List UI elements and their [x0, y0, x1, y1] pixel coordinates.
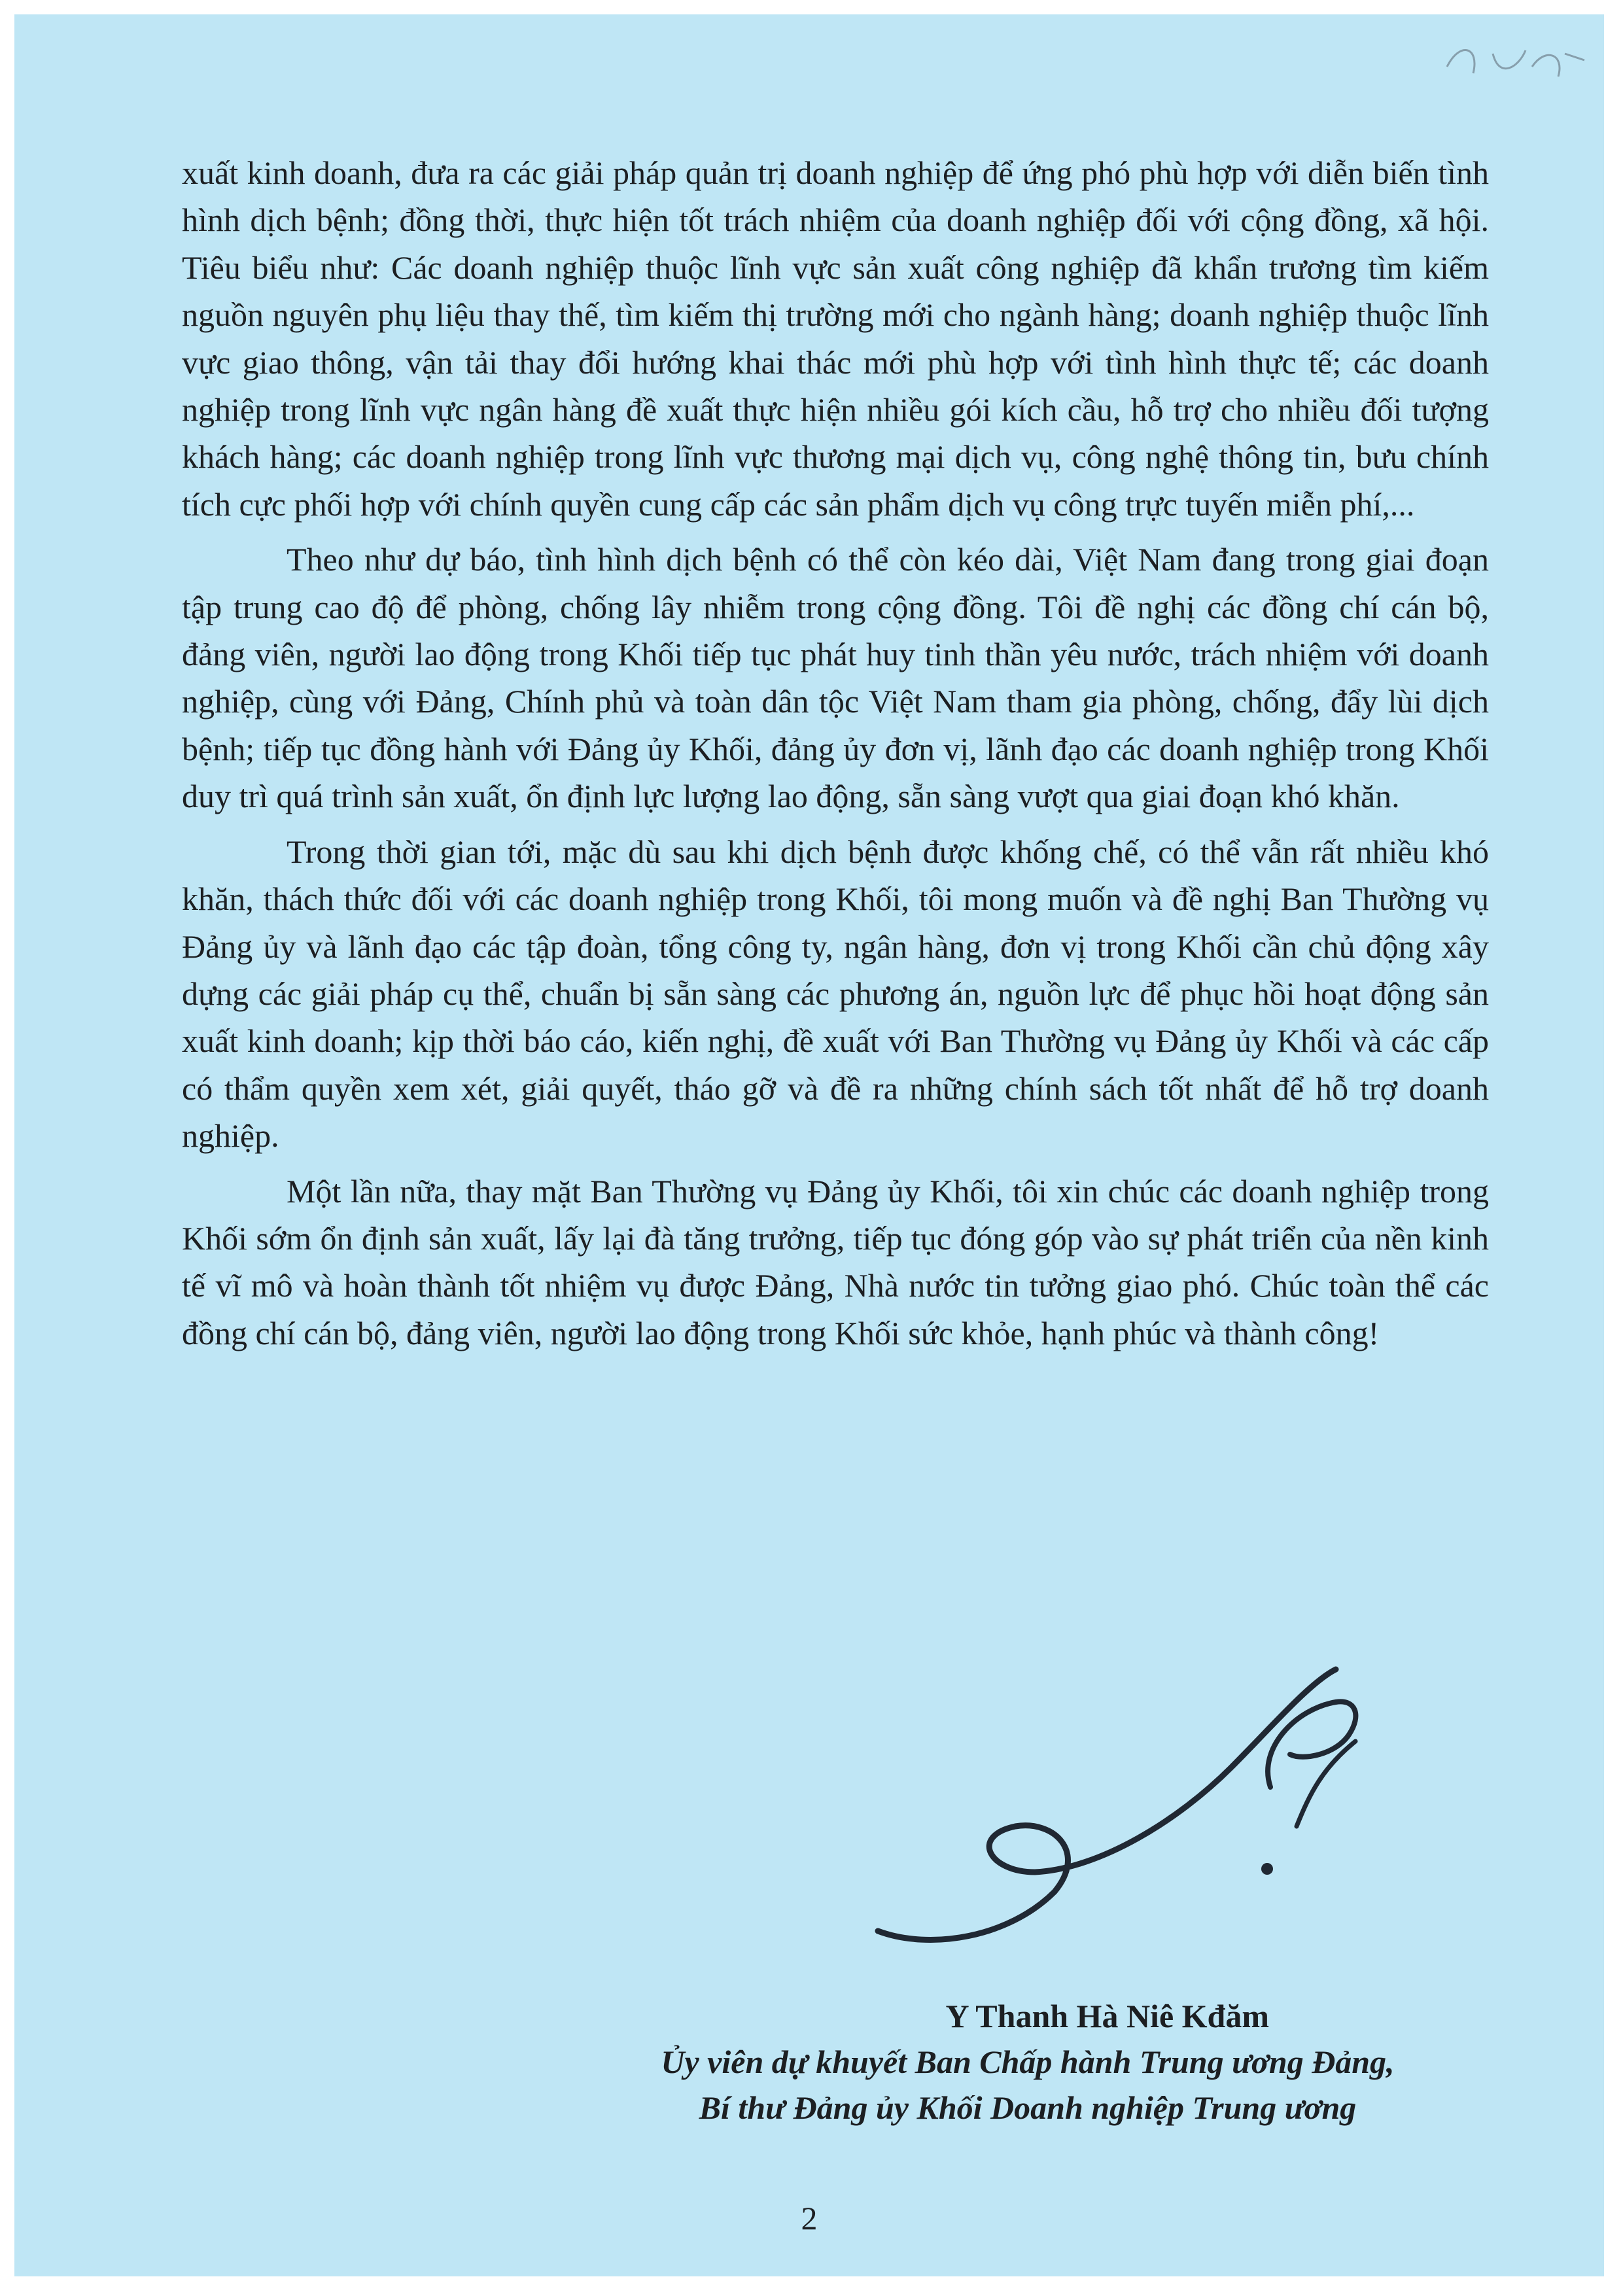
page-number: 2: [801, 2200, 818, 2236]
letter-body: [182, 149, 1489, 1357]
signature-block: [603, 1993, 1452, 2131]
signer-name: Y Thanh Hà Niê Kđăm: [945, 1998, 1269, 2034]
signer-title-line-1: Ủy viên dự khuyết Ban Chấp hành Trung ương Đảng,: [661, 2044, 1395, 2080]
document-page: [14, 14, 1604, 2276]
paragraph-4: Một lần nữa, thay mặt Ban Thường vụ Đảng ủy Khối, tôi xin chúc các doanh nghiệp trong Khối sớm ổn định sản xuất, lấy lại đà tăng trưởng, tiếp tục đóng góp vào sự phát triển của nền kinh tế vĩ mô và hoàn thành tốt nhiệm vụ được Đảng, Nhà nước tin tưởng giao phó. Chúc toàn thể các đồng chí cán bộ, đảng viên, người lao động trong Khối sức khỏe, hạnh phúc và thành công!: [182, 1172, 1489, 1351]
handwritten-signature: [839, 1656, 1427, 1970]
handwritten-corner-mark: [1434, 27, 1591, 99]
paragraph-3: Trong thời gian tới, mặc dù sau khi dịch bệnh được khống chế, có thể vẫn rất nhiều khó khăn, thách thức đối với các doanh nghiệp trong Khối, tôi mong muốn và đề nghị Ban Thường vụ Đảng ủy và lãnh đạo các tập đoàn, tổng công ty, ngân hàng, đơn vị trong Khối cần chủ động xây dựng các giải pháp cụ thể, chuẩn bị sẵn sàng các phương án, nguồn lực để phục hồi hoạt động sản xuất kinh doanh; kịp thời báo cáo, kiến nghị, đề xuất với Ban Thường vụ Đảng ủy Khối và các cấp có thẩm quyền xem xét, giải quyết, tháo gỡ và đề ra những chính sách tốt nhất để hỗ trợ doanh nghiệp.: [182, 833, 1489, 1155]
paragraph-2: Theo như dự báo, tình hình dịch bệnh có thể còn kéo dài, Việt Nam đang trong giai đoạn tập trung cao độ để phòng, chống lây nhiễm trong cộng đồng. Tôi đề nghị các đồng chí cán bộ, đảng viên, người lao động trong Khối tiếp tục phát huy tinh thần yêu nước, trách nhiệm với doanh nghiệp, cùng với Đảng, Chính phủ và toàn dân tộc Việt Nam tham gia phòng, chống, đẩy lùi dịch bệnh; tiếp tục đồng hành với Đảng ủy Khối, đảng ủy đơn vị, lãnh đạo các doanh nghiệp trong Khối duy trì quá trình sản xuất, ổn định lực lượng lao động, sẵn sàng vượt qua giai đoạn khó khăn.: [182, 541, 1489, 815]
signer-title-line-2: Bí thư Đảng ủy Khối Doanh nghiệp Trung ương: [699, 2089, 1357, 2126]
paragraph-1: xuất kinh doanh, đưa ra các giải pháp quản trị doanh nghiệp để ứng phó phù hợp với diễn biến tình hình dịch bệnh; đồng thời, thực hiện tốt trách nhiệm của doanh nghiệp đối với cộng đồng, xã hội. Tiêu biểu như: Các doanh nghiệp thuộc lĩnh vực sản xuất công nghiệp đã khẩn trương tìm kiếm nguồn nguyên phụ liệu thay thế, tìm kiếm thị trường mới cho ngành hàng; doanh nghiệp thuộc lĩnh vực giao thông, vận tải thay đổi hướng khai thác mới phù hợp với tình hình thực tế; các doanh nghiệp trong lĩnh vực ngân hàng đề xuất thực hiện nhiều gói kích cầu, hỗ trợ cho nhiều đối tượng khách hàng; các doanh nghiệp trong lĩnh vực thương mại dịch vụ, công nghệ thông tin, bưu chính tích cực phối hợp với chính quyền cung cấp các sản phẩm dịch vụ công trực tuyến miễn phí,...: [182, 154, 1489, 523]
